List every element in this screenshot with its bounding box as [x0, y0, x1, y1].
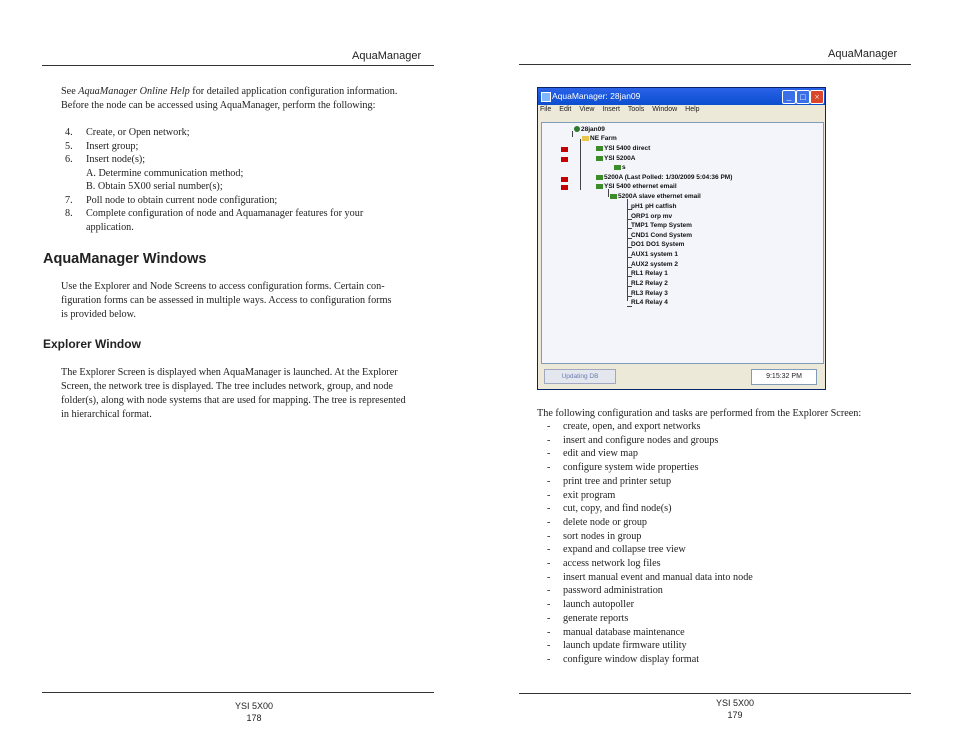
- task-text: print tree and printer setup: [563, 475, 672, 487]
- bullet-dash: -: [547, 653, 551, 665]
- bullet-dash: -: [547, 475, 551, 487]
- node-icon: [614, 165, 621, 170]
- right-header-rule: [519, 64, 911, 65]
- footer-model: YSI 5X00: [715, 698, 755, 708]
- task-item: [547, 571, 907, 585]
- tree-connector: [572, 131, 573, 137]
- step-item: [61, 140, 441, 154]
- right-footer-rule: [519, 693, 911, 694]
- window-title: AquaManager: 28jan09: [552, 91, 641, 101]
- subsection-body-line: folder(s), along with node systems that are used for mapping. The tree is represented: [61, 395, 406, 406]
- task-text: exit program: [563, 489, 616, 501]
- task-item: [547, 543, 907, 557]
- bullet-dash: -: [547, 516, 551, 528]
- menu-view[interactable]: View: [579, 106, 595, 113]
- tree-node[interactable]: YSI 5400 direct: [596, 145, 650, 152]
- tree-system[interactable]: RL1 Relay 1: [631, 270, 668, 277]
- task-text: launch update firmware utility: [563, 640, 687, 652]
- tree-system[interactable]: RL2 Relay 2: [631, 280, 668, 287]
- tree-system[interactable]: AUX2 system 2: [631, 261, 678, 268]
- tree-system[interactable]: TMP1 Temp System: [631, 222, 692, 229]
- task-text: delete node or group: [563, 516, 648, 528]
- right-footer: [705, 697, 765, 721]
- section-body-line: Use the Explorer and Node Screens to access configuration forms. Certain con-: [61, 281, 385, 292]
- task-text: edit and view map: [563, 448, 638, 460]
- bullet-dash: -: [547, 489, 551, 501]
- menu-edit[interactable]: Edit: [559, 106, 572, 113]
- setup-steps-list: [61, 126, 441, 234]
- menu-help[interactable]: Help: [685, 106, 700, 113]
- clock-display: 9:15:32 PM: [751, 369, 817, 385]
- menu-window[interactable]: Window: [652, 106, 678, 113]
- bullet-dash: -: [547, 640, 551, 652]
- node-icon: [596, 175, 603, 180]
- task-item: [547, 584, 907, 598]
- node-icon: [596, 146, 603, 151]
- task-text: generate reports: [563, 612, 629, 624]
- task-item: [547, 598, 907, 612]
- task-item: [547, 420, 907, 434]
- task-text: launch autopoller: [563, 599, 635, 611]
- updating-db-button[interactable]: Updating DB: [544, 369, 616, 384]
- node-icon: [596, 156, 603, 161]
- section-body-line: is provided below.: [61, 309, 136, 320]
- step-text: Insert group;: [86, 140, 139, 152]
- task-text: configure system wide properties: [563, 462, 699, 474]
- step-text: B. Obtain 5X00 serial number(s);: [86, 181, 223, 192]
- task-text: cut, copy, and find node(s): [563, 503, 672, 515]
- step-text: A. Determine communication method;: [86, 167, 244, 179]
- bullet-dash: -: [547, 585, 551, 597]
- task-text: create, open, and export networks: [563, 421, 701, 432]
- tree-connector: [580, 139, 581, 190]
- task-item: [547, 530, 907, 544]
- step-text: Poll node to obtain current node configuration;: [86, 194, 278, 206]
- step-number: 8.: [65, 208, 73, 219]
- section-title: AquaManager Windows: [43, 251, 207, 267]
- step-item: [61, 167, 441, 181]
- subsection-body-line: in hierarchical format.: [61, 409, 152, 420]
- task-item: [547, 447, 907, 461]
- section-body-line: figuration forms can be assessed in multiple ways. Access to configuration forms: [61, 295, 392, 306]
- tree-node[interactable]: 5200A (Last Polled: 1/30/2009 5:04:36 PM): [596, 174, 732, 181]
- section-body: [61, 280, 435, 322]
- tree-node[interactable]: 5200A slave ethernet email: [610, 193, 701, 200]
- status-bar: [541, 366, 822, 388]
- step-number: 5.: [65, 140, 73, 152]
- task-text: expand and collapse tree view: [563, 544, 686, 556]
- explorer-tree: [541, 122, 824, 364]
- task-item: [547, 434, 907, 448]
- alarm-indicator: [561, 147, 568, 152]
- tree-node-group[interactable]: NE Farm: [582, 135, 617, 142]
- alarm-indicator: [561, 177, 568, 182]
- bullet-dash: -: [547, 421, 551, 432]
- tree-system[interactable]: ORP1 orp mv: [631, 213, 673, 220]
- menu-tools[interactable]: Tools: [627, 106, 645, 113]
- task-item: [547, 489, 907, 503]
- task-item: [547, 653, 907, 667]
- aquamanager-window: [537, 87, 826, 390]
- step-item: [61, 126, 441, 140]
- task-item: [547, 626, 907, 640]
- bullet-dash: -: [547, 626, 551, 638]
- menu-insert[interactable]: Insert: [602, 106, 620, 113]
- task-item: [547, 461, 907, 475]
- task-item: [547, 475, 907, 489]
- app-icon: [541, 92, 551, 102]
- explorer-tasks-list: [547, 420, 907, 667]
- footer-page-number: 178: [246, 713, 262, 723]
- tree-connector: [608, 189, 609, 197]
- task-text: manual database maintenance: [563, 626, 685, 638]
- tree-system[interactable]: DO1 DO1 System: [631, 241, 685, 248]
- folder-icon: [582, 136, 589, 141]
- network-icon: [574, 126, 580, 132]
- bullet-dash: -: [547, 558, 551, 570]
- tree-node[interactable]: s: [614, 164, 626, 171]
- step-text: Create, or Open network;: [86, 127, 190, 138]
- step-item: [61, 207, 441, 221]
- subsection-body: [61, 366, 435, 422]
- menu-bar: [540, 106, 708, 117]
- intro-line-2: Before the node can be accessed using AquaManager, perform the following:: [61, 100, 376, 111]
- step-item: [61, 221, 441, 235]
- close-button[interactable]: ×: [810, 90, 824, 104]
- bullet-dash: -: [547, 571, 551, 583]
- task-item: [547, 502, 907, 516]
- tree-node[interactable]: YSI 5400 ethernet email: [596, 183, 677, 190]
- bullet-dash: -: [547, 448, 551, 460]
- bullet-dash: -: [547, 612, 551, 624]
- intro-line-1: See AquaManager Online Help for detailed application configuration information.: [61, 86, 398, 97]
- footer-page-number: 179: [727, 710, 743, 720]
- left-page-header: AquaManager: [352, 50, 422, 62]
- node-icon: [610, 194, 617, 199]
- tree-system[interactable]: AUX1 system 1: [631, 251, 678, 258]
- left-footer-rule: [42, 692, 434, 693]
- tree-system[interactable]: RL3 Relay 3: [631, 290, 668, 297]
- subsection-title: Explorer Window: [43, 337, 141, 351]
- task-text: access network log files: [563, 558, 661, 570]
- task-text: sort nodes in group: [563, 530, 642, 542]
- node-icon: [596, 184, 603, 189]
- left-header-rule: [42, 65, 434, 66]
- menu-file[interactable]: File: [540, 106, 552, 113]
- alarm-indicator: [561, 185, 568, 190]
- bullet-dash: -: [547, 462, 551, 474]
- left-footer: [224, 700, 284, 724]
- tree-node-network[interactable]: 28jan09: [574, 126, 605, 133]
- right-intro: The following configuration and tasks are performed from the Explorer Screen:: [537, 408, 862, 419]
- footer-model: YSI 5X00: [234, 701, 274, 711]
- task-item: [547, 639, 907, 653]
- minimize-button[interactable]: _: [782, 90, 796, 104]
- tree-connector: [627, 306, 632, 307]
- task-text: password administration: [563, 585, 663, 597]
- tree-system[interactable]: CND1 Cond System: [631, 232, 693, 239]
- task-text: insert and configure nodes and groups: [563, 434, 719, 446]
- task-item: [547, 612, 907, 626]
- right-page-header: AquaManager: [828, 48, 898, 60]
- step-number: 6.: [65, 154, 73, 165]
- task-item: [547, 557, 907, 571]
- subsection-body-line: Screen, the network tree is displayed. The tree includes network, group, and node: [61, 381, 393, 392]
- task-item: [547, 516, 907, 530]
- alarm-indicator: [561, 157, 568, 162]
- maximize-button[interactable]: □: [796, 90, 810, 104]
- step-text: Insert node(s);: [86, 154, 146, 165]
- step-item: [61, 153, 441, 167]
- bullet-dash: -: [547, 503, 551, 515]
- step-item: [61, 194, 441, 208]
- tree-system[interactable]: pH1 pH catfish: [631, 203, 677, 210]
- left-intro: [61, 85, 441, 113]
- step-number: 4.: [65, 127, 73, 138]
- bullet-dash: -: [547, 544, 551, 556]
- step-text: Complete configuration of node and Aquamanager features for your: [86, 208, 364, 219]
- bullet-dash: -: [547, 599, 551, 611]
- tree-node[interactable]: YSI 5200A: [596, 155, 635, 162]
- tree-system[interactable]: RL4 Relay 4: [631, 299, 668, 306]
- title-bar[interactable]: [538, 88, 825, 105]
- bullet-dash: -: [547, 530, 551, 542]
- step-item: [61, 180, 441, 194]
- bullet-dash: -: [547, 434, 551, 446]
- step-number: 7.: [65, 194, 73, 206]
- task-text: insert manual event and manual data into node: [563, 571, 753, 583]
- task-text: configure window display format: [563, 653, 700, 665]
- subsection-body-line: The Explorer Screen is displayed when AquaManager is launched. At the Explorer: [61, 367, 398, 378]
- step-text: application.: [86, 221, 134, 233]
